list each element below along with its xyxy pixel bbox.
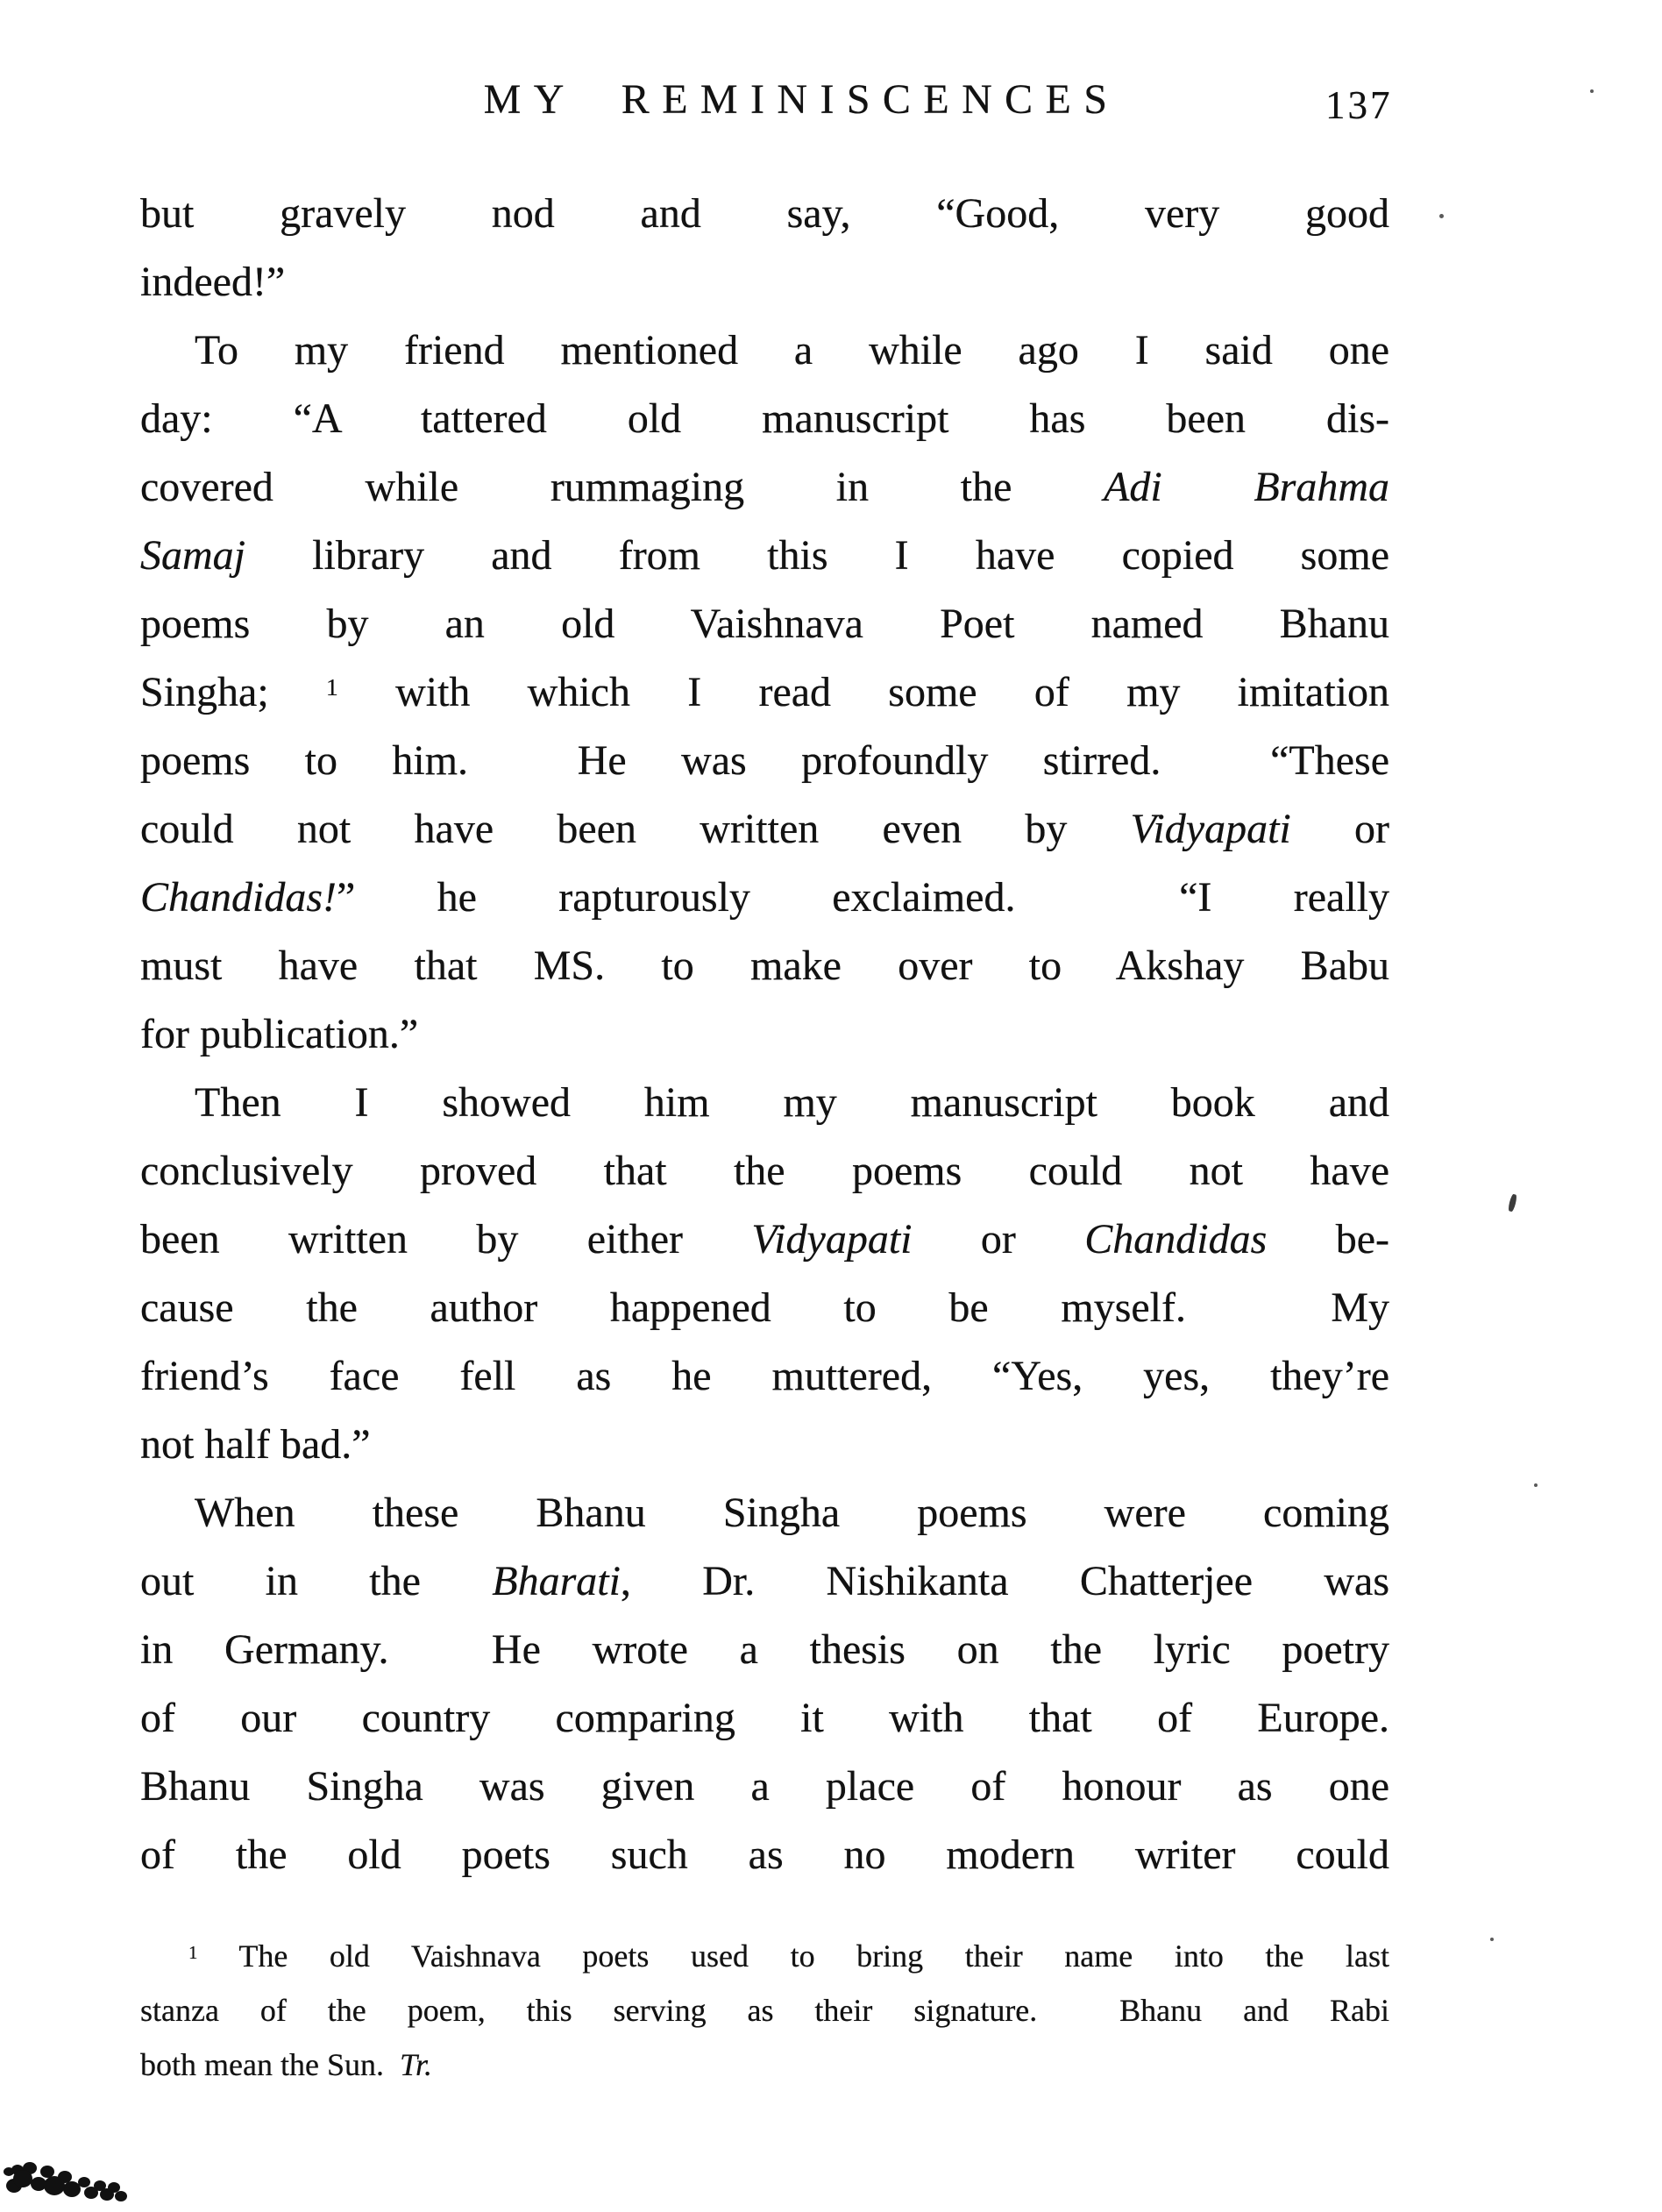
text-segment: day: “A tattered old manuscript has been dis- bbox=[140, 395, 1389, 442]
text-line bbox=[140, 1274, 1389, 1342]
text-segment: poems to him. He was profoundly stirred. “These bbox=[140, 737, 1389, 784]
text-line bbox=[140, 2038, 1389, 2092]
text-line bbox=[140, 317, 1389, 385]
text-line bbox=[140, 1983, 1389, 2038]
scan-artifact-dot bbox=[1490, 1938, 1494, 1941]
text-line bbox=[140, 453, 1389, 522]
text-segment: cause the author happened to be myself. My bbox=[140, 1284, 1389, 1331]
text-segment: stanza of the poem, this serving as their signature. Bhanu and Rabi bbox=[140, 1993, 1389, 2028]
text-line bbox=[140, 1479, 1389, 1547]
text-segment: Singha; bbox=[140, 669, 326, 715]
text-line bbox=[140, 1411, 1389, 1479]
paragraph bbox=[140, 1479, 1389, 1889]
text-line bbox=[140, 522, 1389, 590]
text-segment: out in the bbox=[140, 1558, 493, 1604]
text-segment: ” he rapturously exclaimed. “I really bbox=[337, 874, 1389, 921]
text-segment: indeed!” bbox=[140, 259, 286, 305]
paragraph bbox=[140, 1069, 1389, 1479]
text-segment: be- bbox=[1267, 1216, 1389, 1262]
text-line bbox=[140, 1753, 1389, 1821]
body-text bbox=[140, 180, 1389, 1889]
text-line bbox=[140, 658, 1389, 727]
text-line bbox=[140, 932, 1389, 1000]
text-segment: conclusively proved that the poems could not have bbox=[140, 1148, 1389, 1194]
scan-artifact-dot bbox=[1534, 1483, 1538, 1487]
text-line bbox=[140, 1206, 1389, 1274]
text-segment: , Dr. Nishikanta Chatterjee was bbox=[620, 1558, 1389, 1604]
italic-text-segment: Adi Brahma bbox=[1104, 464, 1389, 510]
running-title: MY REMINISCENCES bbox=[483, 76, 1120, 123]
text-line bbox=[140, 248, 1389, 317]
italic-text-segment: Bharati bbox=[492, 1558, 621, 1604]
text-segment: been written by either bbox=[140, 1216, 752, 1262]
text-segment: of the old poets such as no modern writer could bbox=[140, 1831, 1389, 1878]
text-line bbox=[140, 590, 1389, 658]
text-segment: of our country comparing it with that of Europe. bbox=[140, 1695, 1389, 1741]
text-segment: Bhanu Singha was given a place of honour as one bbox=[140, 1763, 1389, 1810]
italic-text-segment: Samaj bbox=[140, 532, 245, 579]
text-line bbox=[140, 1069, 1389, 1137]
text-segment: with which I read some of my imitation bbox=[337, 669, 1389, 715]
text-segment: To my friend mentioned a while ago I said one bbox=[195, 327, 1389, 373]
text-line bbox=[140, 1929, 1389, 1983]
footnote-reference: 1 bbox=[325, 674, 338, 702]
text-segment: or bbox=[1290, 806, 1390, 852]
page-number: 137 bbox=[1325, 83, 1393, 127]
text-segment: poems by an old Vaishnava Poet named Bhanu bbox=[140, 601, 1389, 647]
italic-text-segment: Vidyapati bbox=[1130, 806, 1291, 852]
scan-artifact-smudge bbox=[2, 2153, 126, 2197]
text-segment: must have that MS. to make over to Akshay Babu bbox=[140, 942, 1389, 989]
text-segment: not half bad.” bbox=[140, 1421, 371, 1468]
text-segment: could not have been written even by bbox=[140, 806, 1131, 852]
text-segment: both mean the Sun. bbox=[140, 2047, 400, 2082]
text-segment: friend’s face fell as he muttered, “Yes, yes, they’re bbox=[140, 1353, 1389, 1399]
text-line bbox=[140, 727, 1389, 795]
text-line bbox=[140, 1684, 1389, 1753]
text-line bbox=[140, 1616, 1389, 1684]
italic-text-segment: Chandidas bbox=[1084, 1216, 1268, 1262]
text-segment: The old Vaishnava poets used to bring their name into the last bbox=[197, 1938, 1389, 1974]
scan-artifact-dot bbox=[1439, 214, 1444, 218]
italic-text-segment: Tr. bbox=[399, 2047, 433, 2082]
text-line bbox=[140, 1342, 1389, 1411]
scan-artifact-tick bbox=[1508, 1193, 1518, 1212]
text-segment: covered while rummaging in the bbox=[140, 464, 1104, 510]
paragraph bbox=[140, 180, 1389, 317]
footnote-reference: 1 bbox=[188, 1942, 198, 1964]
text-segment: library and from this I have copied some bbox=[245, 532, 1389, 579]
text-line bbox=[140, 795, 1389, 864]
text-segment: in Germany. He wrote a thesis on the lyric poetry bbox=[140, 1626, 1389, 1673]
text-segment: or bbox=[912, 1216, 1085, 1262]
paragraph bbox=[140, 317, 1389, 1069]
text-line bbox=[140, 1547, 1389, 1616]
text-line bbox=[140, 1000, 1389, 1069]
text-segment: for publication.” bbox=[140, 1011, 419, 1057]
text-line bbox=[140, 1137, 1389, 1206]
footnote bbox=[140, 1929, 1389, 2092]
italic-text-segment: Chandidas! bbox=[140, 874, 337, 921]
text-line bbox=[140, 385, 1389, 453]
text-line bbox=[140, 180, 1389, 248]
text-line bbox=[140, 1821, 1389, 1889]
italic-text-segment: Vidyapati bbox=[751, 1216, 913, 1262]
text-segment: but gravely nod and say, “Good, very good bbox=[140, 190, 1389, 237]
scan-artifact-dot bbox=[1590, 89, 1594, 93]
text-segment: Then I showed him my manuscript book and bbox=[195, 1079, 1389, 1126]
text-line bbox=[140, 864, 1389, 932]
text-segment: When these Bhanu Singha poems were coming bbox=[195, 1490, 1389, 1536]
